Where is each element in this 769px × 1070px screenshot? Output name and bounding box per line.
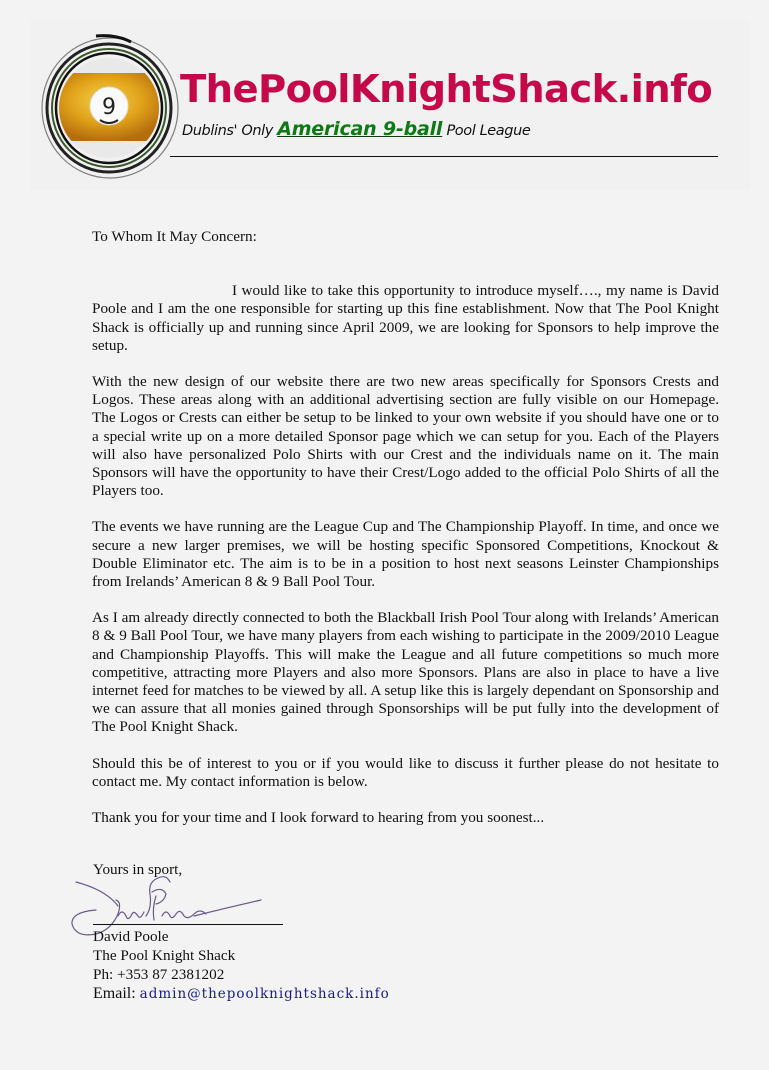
- email-link[interactable]: admin@thepoolknightshack.info: [139, 986, 390, 1002]
- tagline-prefix: Dublins' Only: [182, 123, 278, 139]
- signer-organization: The Pool Knight Shack: [93, 947, 236, 964]
- tagline: [182, 118, 530, 140]
- svg-text:9: 9: [102, 95, 116, 120]
- tagline-suffix: Pool League: [442, 123, 531, 139]
- signer-phone: Ph: +353 87 2381202: [93, 966, 225, 983]
- email-label: Email:: [93, 985, 140, 1002]
- signature-line: [93, 924, 283, 925]
- salutation: To Whom It May Concern:: [92, 228, 257, 245]
- letterhead: [30, 20, 750, 190]
- paragraph-intro: I would like to take this opportunity to introduce myself…., my name is David Poole and I am the one responsible for starting up this fine establishment. Now that The Pool Knight Shack is officially up and running since April 2009, we are looking for Sponsors to help improve the setup.: [92, 282, 719, 354]
- paragraph-connections: As I am already directly connected to both the Blackball Irish Pool Tour along with Irelands’ American 8 & 9 Ball Pool Tour, we have many players from each wishing to participate in the 2009/2010 League and Championship Playoffs. This will make the League and all future competitions so much more competitive, attracting more Players and also more Sponsors. Plans are also in place to have a live internet feed for matches to be viewed by all. A setup like this is largely dependant on Sponsorship and we can assure that all monies gained through Sponsorships will be put fully into the development of The Pool Knight Shack.: [92, 609, 719, 736]
- paragraph-thanks: Thank you for your time and I look forward to hearing from you soonest...: [92, 809, 545, 827]
- paragraph-website: With the new design of our website there are two new areas specifically for Sponsors Crests and Logos. These areas along with an additional advertising section are fully visible on our Homepage. The Logos or Crests can either be setup to be linked to your own website if you should have one or to a special write up on a more detailed Sponsor page which we can setup for you. Each of the Players will also have personalized Polo Shirts with our Crest and the individuals name on it. The main Sponsors will have the opportunity to have their Crest/Logo added to the official Polo Shirts of all the Players too.: [92, 373, 719, 500]
- signer-email-line: [93, 984, 390, 1004]
- nine-ball-logo-icon: [36, 28, 186, 183]
- letter-body: [92, 228, 719, 845]
- site-title: ThePoolKnightShack.info: [180, 67, 713, 112]
- tagline-highlight: American 9-ball: [277, 118, 443, 140]
- paragraph-contact: Should this be of interest to you or if you would like to discuss it further please do not hesitate to contact me. My contact information is below.: [92, 754, 719, 790]
- signer-name: David Poole: [93, 928, 169, 945]
- contact-block: [93, 927, 390, 1004]
- closing: Yours in sport,: [93, 861, 183, 878]
- header-divider: [170, 156, 718, 157]
- paragraph-events: The events we have running are the League Cup and The Championship Playoff. In time, and once we secure a new larger premises, we will be hosting specific Sponsored Competitions, Knockout & Double Eliminator etc. The aim is to be in a position to host next seasons Leinster Championships from Irelands’ American 8 & 9 Ball Pool Tour.: [92, 518, 719, 591]
